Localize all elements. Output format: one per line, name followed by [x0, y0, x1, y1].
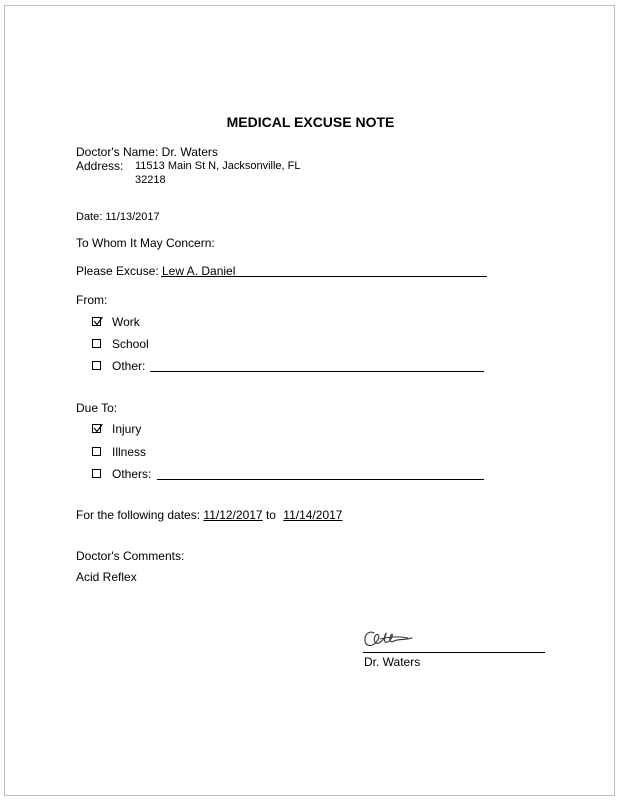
- excuse-underline: [161, 276, 487, 277]
- from-work-checkbox[interactable]: [92, 317, 101, 326]
- from-other-label: Other:: [112, 359, 146, 373]
- signature-printed-name: Dr. Waters: [364, 655, 421, 669]
- doctor-name-line: [76, 145, 218, 159]
- start-date: 11/12/2017: [203, 508, 263, 522]
- due-to-label: Due To:: [76, 401, 118, 415]
- due-others-label: Others:: [112, 467, 152, 481]
- end-date: 11/14/2017: [283, 508, 343, 522]
- signature-image: [362, 628, 418, 652]
- due-others-checkbox[interactable]: [92, 469, 101, 478]
- comments-label: Doctor's Comments:: [76, 549, 185, 563]
- address-line-1: 11513 Main St N, Jacksonville, FL: [135, 160, 301, 172]
- document-title: MEDICAL EXCUSE NOTE: [226, 114, 395, 130]
- date-label: Date:: [76, 211, 103, 223]
- from-other-checkbox[interactable]: [92, 361, 101, 370]
- address-label: Address:: [76, 159, 124, 173]
- from-label: From:: [76, 293, 108, 307]
- signature-line: [363, 652, 545, 653]
- checkmark-icon: [92, 315, 104, 327]
- excuse-label: Please Excuse:: [76, 264, 159, 278]
- due-illness-label: Illness: [112, 445, 147, 459]
- dates-label: For the following dates:: [76, 508, 201, 522]
- from-work-label: Work: [112, 315, 140, 329]
- from-school-label: School: [112, 337, 149, 351]
- dates-to: to: [265, 508, 276, 522]
- salutation: To Whom It May Concern:: [76, 236, 215, 250]
- due-others-underline: [157, 479, 484, 480]
- checkmark-icon: [92, 422, 104, 434]
- due-injury-checkbox[interactable]: [92, 424, 101, 433]
- date-line: [76, 211, 160, 223]
- comments-text: Acid Reflex: [76, 570, 137, 584]
- dates-line: [76, 508, 342, 522]
- address-line-2: 32218: [135, 174, 166, 186]
- from-school-checkbox[interactable]: [92, 339, 101, 348]
- doctor-name-value: Dr. Waters: [161, 145, 218, 159]
- due-illness-checkbox[interactable]: [92, 447, 101, 456]
- doctor-name-label: Doctor's Name:: [76, 145, 159, 159]
- due-injury-label: Injury: [112, 422, 142, 436]
- date-value: 11/13/2017: [105, 211, 160, 223]
- excuse-name: Lew A. Daniel: [162, 264, 236, 278]
- from-other-underline: [150, 371, 484, 372]
